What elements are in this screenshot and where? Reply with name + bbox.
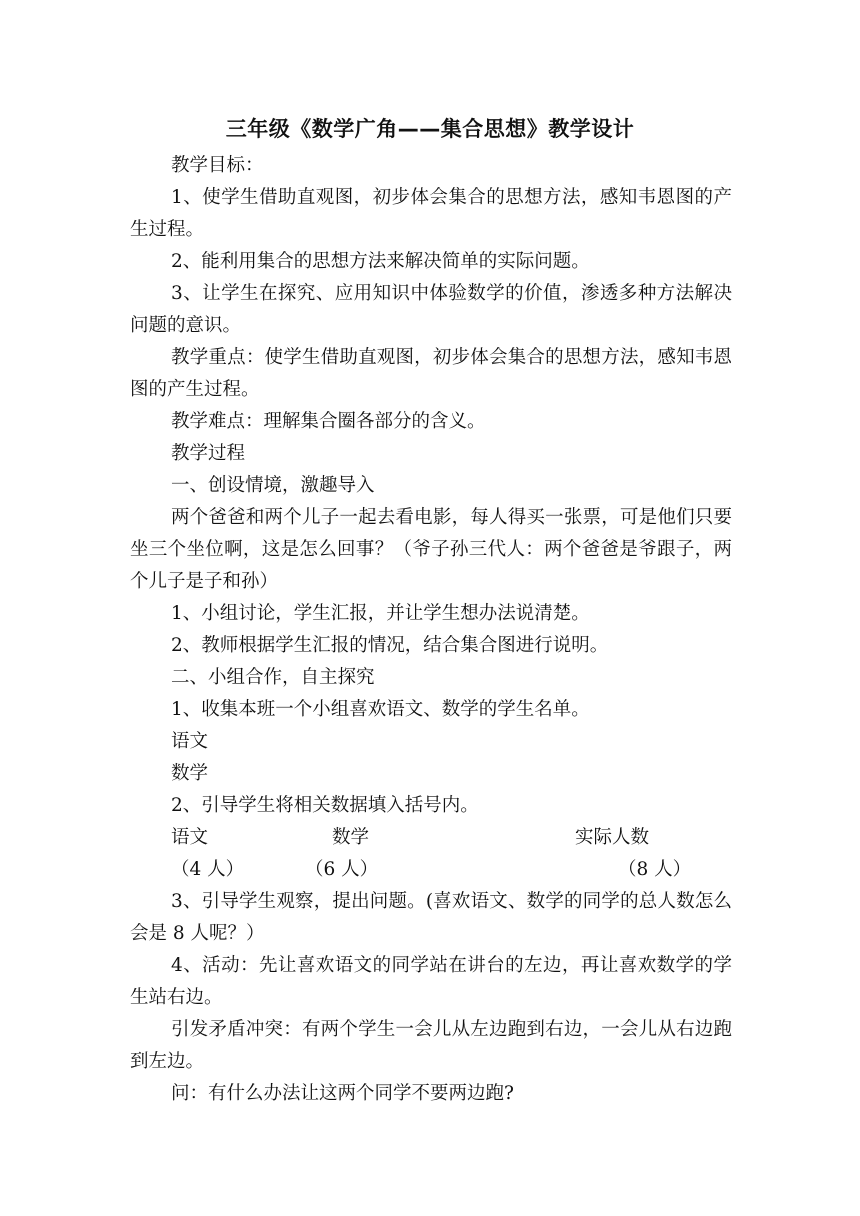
paragraph: 1、收集本班一个小组喜欢语文、数学的学生名单。 <box>171 699 590 720</box>
paragraph: 2、引导学生将相关数据填入括号内。 <box>171 795 479 816</box>
label-actual-count: 实际人数 <box>575 827 650 848</box>
paragraph: 教学过程 <box>171 443 246 464</box>
paragraph: 二、小组合作，自主探究 <box>171 667 375 688</box>
value-actual-count: （8 人） <box>618 859 692 880</box>
paragraph: 语文 <box>171 731 209 752</box>
count-values-row <box>130 854 732 886</box>
label-math: 数学 <box>332 827 370 848</box>
value-chinese: （4 人） <box>171 859 245 880</box>
paragraph: 数学 <box>171 763 209 784</box>
paragraph: 问：有什么办法让这两个同学不要两边跑? <box>171 1083 514 1104</box>
paragraph: 教学重点：使学生借助直观图，初步体会集合的思想方法，感知韦恩图的产生过程。 <box>130 347 732 400</box>
label-chinese: 语文 <box>171 827 209 848</box>
paragraph: 1、小组讨论，学生汇报，并让学生想办法说清楚。 <box>171 603 590 624</box>
paragraph: 两个爸爸和两个儿子一起去看电影，每人得买一张票，可是他们只要坐三个坐位啊，这是怎么回事？（爷子孙三代人：两个爸爸是爷跟子，两个儿子是子和孙） <box>130 507 732 592</box>
paragraph: 3、让学生在探究、应用知识中体验数学的价值，渗透多种方法解决问题的意识。 <box>130 283 732 336</box>
paragraph: 2、能利用集合的思想方法来解决简单的实际问题。 <box>171 251 590 272</box>
paragraph: 教学难点：理解集合圈各部分的含义。 <box>171 411 486 432</box>
document-body <box>130 150 732 1110</box>
paragraph: 一、创设情境，激趣导入 <box>171 475 375 496</box>
count-labels-row <box>130 822 732 854</box>
value-math: （6 人） <box>305 859 379 880</box>
paragraph: 3、引导学生观察，提出问题。(喜欢语文、数学的同学的总人数怎么会是 8 人呢？） <box>130 891 732 944</box>
paragraph: 1、使学生借助直观图，初步体会集合的思想方法，感知韦恩图的产生过程。 <box>130 187 732 240</box>
document-title: 三年级《数学广角——集合思想》教学设计 <box>225 117 635 141</box>
paragraph: 引发矛盾冲突：有两个学生一会儿从左边跑到右边，一会儿从右边跑到左边。 <box>130 1019 732 1072</box>
paragraph: 4、活动：先让喜欢语文的同学站在讲台的左边，再让喜欢数学的学生站右边。 <box>130 955 732 1008</box>
paragraph: 教学目标： <box>171 155 264 176</box>
paragraph: 2、教师根据学生汇报的情况，结合集合图进行说明。 <box>171 635 609 656</box>
